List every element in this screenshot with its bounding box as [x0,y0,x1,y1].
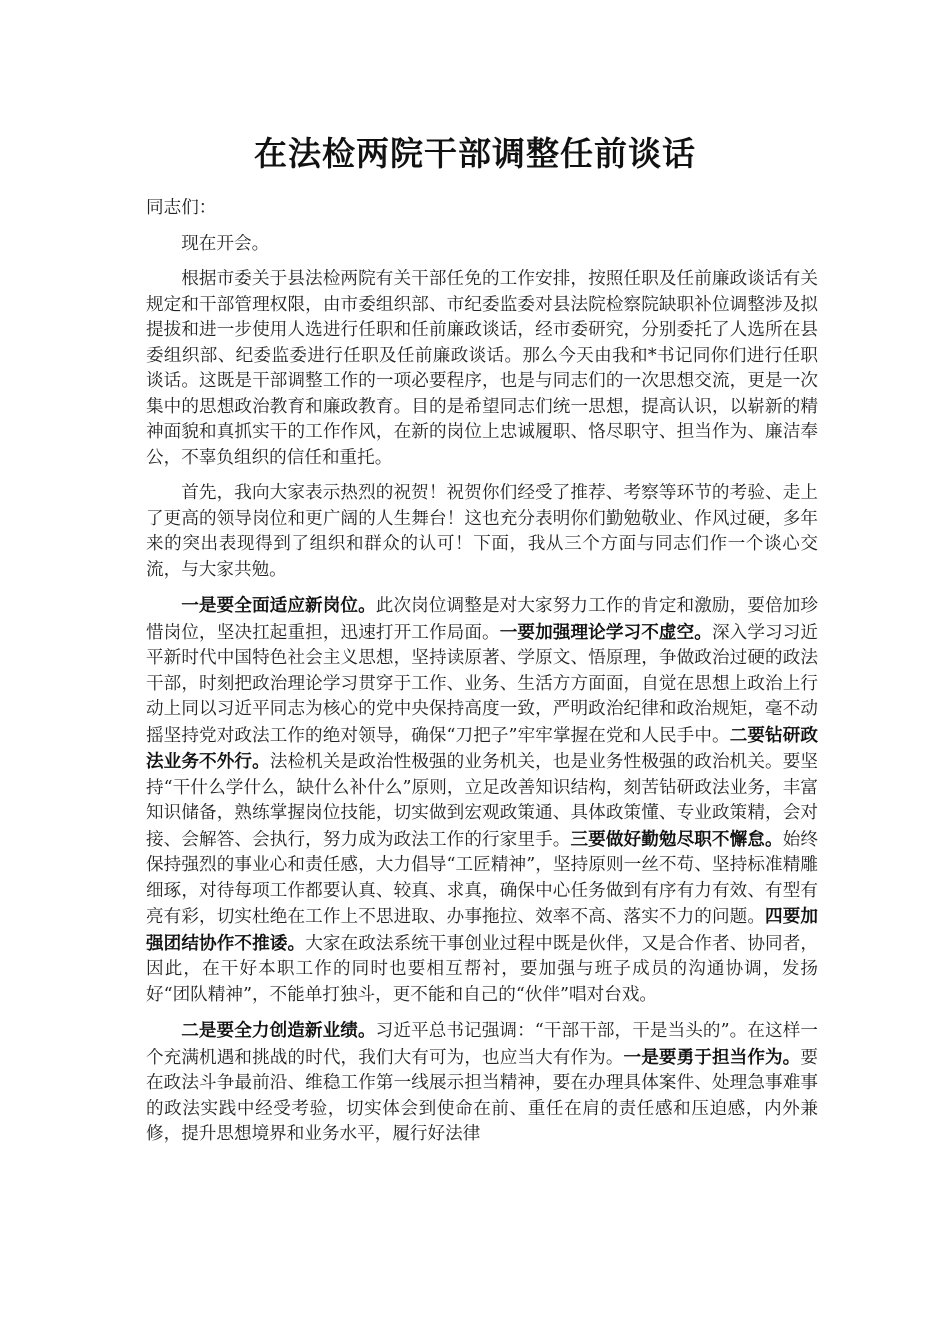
paragraph-list [146,232,818,1148]
text-run: 此次岗位调整是对大家努力工作的肯定和激励，要倍加珍惜岗位，坚决扛起重担，迅速打开工作局面。 [146,596,818,643]
text-run: 始终保持强烈的事业心和责任感，大力倡导“工匠精神”，坚持原则一丝不苟、坚持标准精雕细琢，对待每项工作都要认真、较真、求真，确保中心任务做到有序有力有效、有型有亮有彩，切实杜绝在工作上不思进取、办事拖拉、效率不高、落实不力的问题。 [146,829,818,927]
text-run: 法检机关是政治性极强的业务机关，也是业务性极强的政治机关。要坚持“干什么学什么，缺什么补什么”原则，立足改善知识结构，刻苦钻研政法业务，丰富知识储备，熟练掌握岗位技能，切实做到宏观政策通、具体政策懂、专业政策精，会对接、会解答、会执行，努力成为政法工作的行家里手。 [146,752,818,850]
body-paragraph [146,593,818,1008]
text-run: 根据市委关于县法检两院有关干部任免的工作安排，按照任职及任前廉政谈话有关规定和干部管理权限，由市委组织部、市纪委监委对县法院检察院缺职补位调整涉及拟提拔和进一步使用人选进行任职和任前廉政谈话，经市委研究，分别委托了人选所在县委组织部、纪委监委进行任职及任前廉政谈话。那么今天由我和*书记同你们进行任职谈话。这既是干部调整工作的一项必要程序，也是与同志们的一次思想交流，更是一次集中的思想政治教育和廉政教育。目的是希望同志们统一思想，提高认识，以崭新的精神面貌和真抓实干的工作作风，在新的岗位上忠诚履职、恪尽职守、担当作为、廉洁奉公，不辜负组织的信任和重托。 [146,269,818,468]
body-paragraph [146,481,818,583]
salutation: 同志们： [146,198,217,218]
bold-heading-run: 一要加强理论学习不虚空。 [499,621,712,643]
text-run: 深入学习习近平新时代中国特色社会主义思想，坚持读原著、学原文、悟原理，争做政治过硬的政法干部，时刻把政治理论学习贯穿于工作、业务、生活方方面面，自觉在思想上政治上行动上同以习近平同志为核心的党中央保持高度一致，严明政治纪律和政治规矩，毫不动摇坚持党对政法工作的绝对领导，确保“刀把子”牢牢掌握在党和人民手中。 [146,622,818,746]
bold-heading-run: 二要钻研政法业务不外行。 [146,724,818,772]
text-run: 大家在政法系统干事创业过程中既是伙伴，又是合作者、协同者，因此，在干好本职工作的同时也要相互帮衬，要加强与班子成员的沟通协调，发扬好“团队精神”，不能单打独斗，更不能和自己的“伙伴”唱对台戏。 [146,933,818,1005]
bold-heading-run: 一是要全面适应新岗位。 [181,595,376,616]
bold-heading-run: 一是要勇于担当作为。 [623,1046,801,1068]
text-run: 习近平总书记强调：“干部干部，干是当头的”。在这样一个充满机遇和挑战的时代，我们大有可为，也应当大有作为。 [146,1021,818,1068]
bold-heading-run: 二是要全力创造新业绩。 [181,1020,376,1041]
document-title: 在法检两院干部调整任前谈话 [254,134,696,173]
text-run: 现在开会。 [181,233,270,254]
bold-heading-run: 四要加强团结协作不推诿。 [146,906,818,954]
text-run: 首先，我向大家表示热烈的祝贺！祝贺你们经受了推荐、考察等环节的考验、走上了更高的领导岗位和更广阔的人生舞台！这也充分表明你们勤勉敬业、作风过硬，多年来的突出表现得到了组织和群众的认可！下面，我从三个方面与同志们作一个谈心交流，与大家共勉。 [146,483,818,580]
body-paragraph [146,1018,818,1148]
document-body [146,196,818,1158]
text-run: 要在政法斗争最前沿、维稳工作第一线展示担当精神，要在办理具体案件、处理急事难事的政法实践中经受考验，切实体会到使命在前、重任在肩的责任感和压迫感，内外兼修，提升思想境界和业务水平，履行好法律 [146,1047,818,1144]
bold-heading-run: 三要做好勤勉尽职不懈怠。 [570,828,783,850]
body-paragraph [146,232,818,258]
body-paragraph [146,267,818,471]
